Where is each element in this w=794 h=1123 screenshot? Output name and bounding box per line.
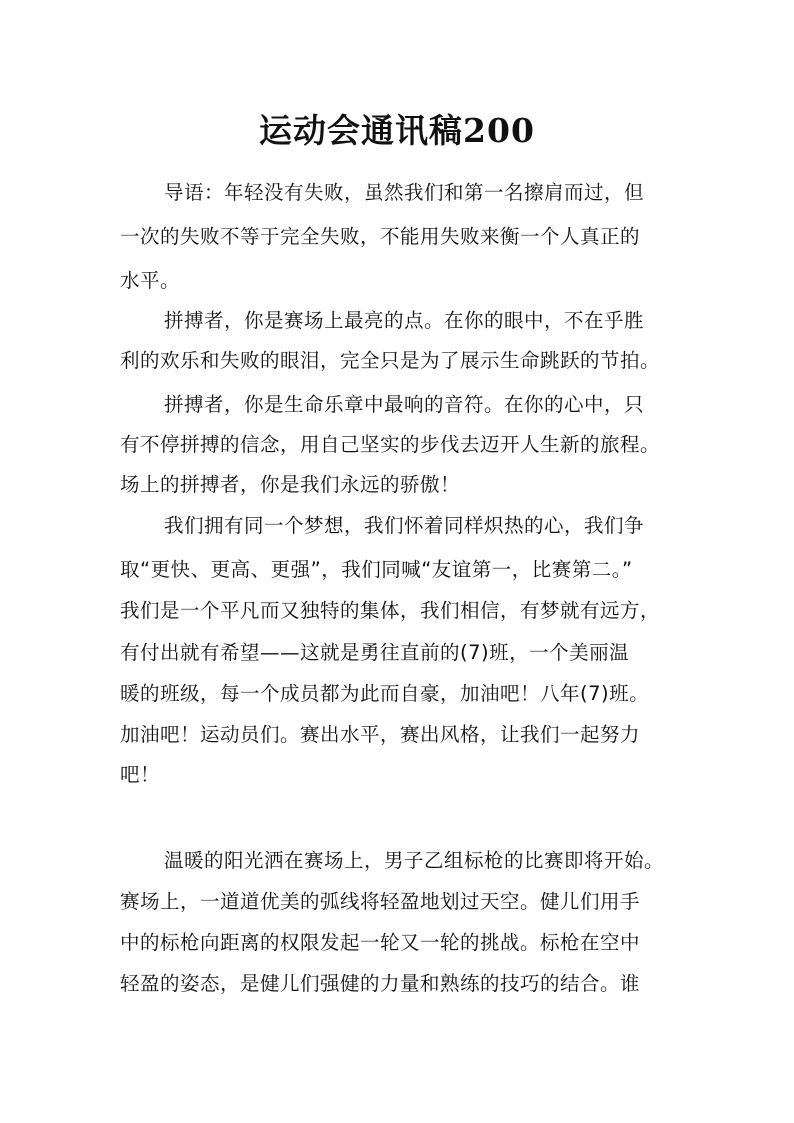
text-line: 拼搏者，你是生命乐章中最响的音符。在你的心中，只	[164, 393, 645, 416]
text-line: 我们拥有同一个梦想，我们怀着同样炽热的心，我们争	[164, 514, 645, 537]
text-line: 加油吧！运动员们。赛出水平，赛出风格，让我们一起努力	[120, 723, 641, 746]
text-line: 利的欢乐和失败的眼泪，完全只是为了展示生命跳跃的节拍。	[120, 349, 661, 372]
text-line: 我们是一个平凡而又独特的集体，我们相信，有梦就有远方，	[120, 599, 661, 622]
text-line: 导语：年轻没有失败，虽然我们和第一名擦肩而过，但	[164, 181, 645, 204]
text-line: 水平。	[120, 269, 181, 292]
text-line: 吧！	[120, 763, 161, 786]
text-line: 一次的失败不等于完全失败，不能用失败来衡一个人真正的	[120, 225, 641, 248]
text-line: 场上的拼搏者，你是我们永远的骄傲！	[120, 473, 461, 496]
text-line: 暖的班级，每一个成员都为此而自豪，加油吧！八年(7)班。	[120, 682, 650, 705]
text-line: 有不停拼搏的信念，用自己坚实的步伐去迈开人生新的旅程。	[120, 433, 661, 456]
text-line: 拼搏者，你是赛场上最亮的点。在你的眼中，不在乎胜	[164, 309, 645, 332]
text-line: 取“更快、更高、更强”，我们同喊“友谊第一，比赛第二。”	[120, 558, 633, 581]
text-line: 温暖的阳光洒在赛场上，男子乙组标枪的比赛即将开始。	[164, 849, 665, 872]
page-title: 运动会通讯稿200	[259, 111, 535, 150]
text-line: 中的标枪向距离的权限发起一轮又一轮的挑战。标枪在空中	[120, 931, 641, 954]
text-line: 有付出就有希望——这就是勇往直前的(7)班，一个美丽温	[120, 641, 630, 664]
text-line: 赛场上，一道道优美的弧线将轻盈地划过天空。健儿们用手	[120, 890, 641, 913]
text-line: 轻盈的姿态，是健儿们强健的力量和熟练的技巧的结合。谁	[120, 972, 641, 995]
